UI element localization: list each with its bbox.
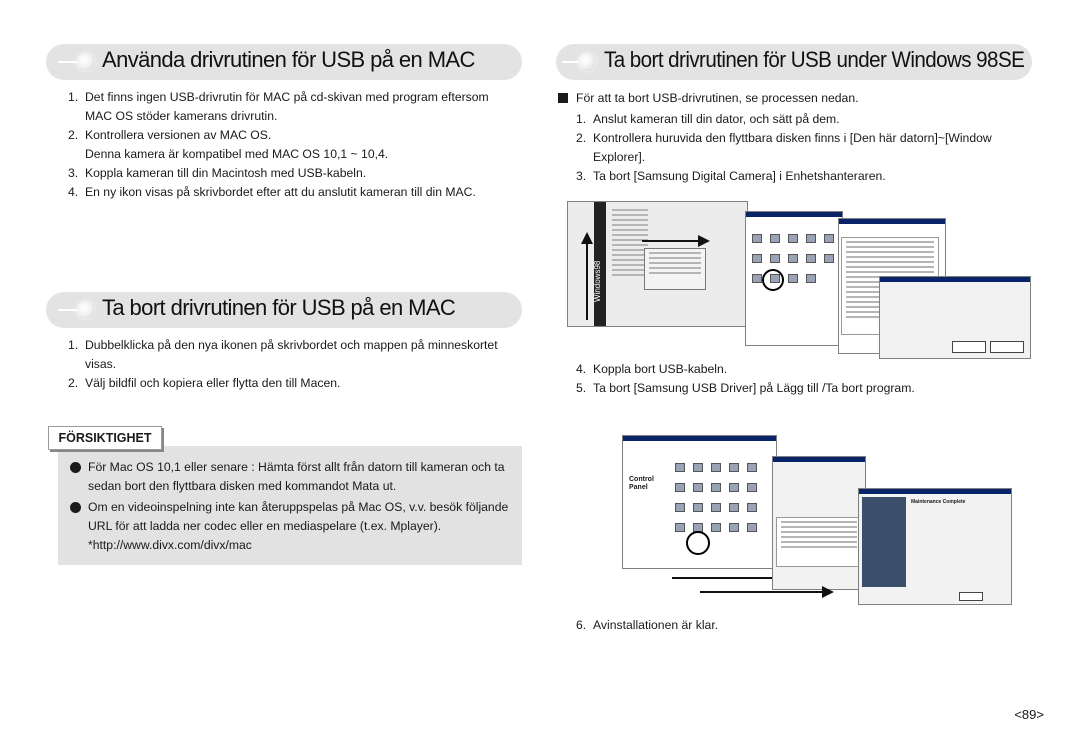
list-item: 1. Anslut kameran till din dator, och sätt på dem. (576, 112, 840, 126)
mac-usb-list (68, 88, 498, 202)
arrow-line (642, 240, 700, 242)
icon-grid (671, 460, 773, 540)
list-item: 3. Koppla kameran till din Macintosh med USB-kabeln. (68, 166, 367, 180)
caution-bullet: Om en videoinspelning inte kan återuppspelas på Mac OS, v.v. besök följande URL för att ladda ner codec eller en mediaspelare (t.ex. Mplayer). *http://www.divx.com/divx/mac (70, 498, 514, 555)
caution-box (58, 446, 522, 565)
win98-steps-a (576, 110, 1026, 186)
finish-button (959, 592, 983, 601)
my-computer-screenshot (745, 211, 843, 346)
list-item: Denna kamera är kompatibel med MAC OS 10,1 ~ 10,4. (85, 147, 389, 161)
list-item: 1. Dubbelklicka på den nya ikonen på skrivbordet och mappen på minneskortet visas. (68, 338, 498, 371)
bulb-icon (77, 53, 95, 71)
win98-steps-b (576, 360, 1026, 398)
win98-vertical-label: Windows98 (593, 260, 602, 302)
arrow-line (672, 577, 774, 579)
control-panel-screenshot (622, 435, 777, 569)
caution-label: FÖRSIKTIGHET (48, 426, 162, 450)
highlight-circle (762, 269, 784, 291)
header-line (58, 309, 78, 311)
list-item: 3. Ta bort [Samsung Digital Camera] i Enhetshanteraren. (576, 169, 886, 183)
caution-bullet: För Mac OS 10,1 eller senare : Hämta först allt från datorn till kameran och ta sedan bort den flyttbara disken med kommandot Mata ut. (70, 458, 514, 496)
section-header-mac-usb (46, 44, 522, 80)
arrow-line (700, 591, 824, 593)
right-arrow-icon (822, 586, 834, 598)
control-panel-title: Control Panel (629, 476, 654, 491)
list-item: 2. Kontrollera versionen av MAC OS. (68, 128, 272, 142)
list-item: 1. Det finns ingen USB-drivrutin för MAC på cd-skivan med program eftersom MAC OS stöder kamerans drivrutin. (68, 90, 489, 123)
settings-submenu (644, 248, 706, 290)
wizard-image (862, 497, 906, 587)
section-title: Ta bort drivrutinen för USB under Windows 98SE (604, 47, 1025, 72)
cancel-button (990, 341, 1024, 353)
caution-bullets (70, 458, 514, 555)
square-bullet-icon (558, 93, 568, 103)
win98-intro: För att ta bort USB-drivrutinen, se processen nedan. (558, 89, 1028, 108)
bulb-icon (578, 53, 596, 71)
maintenance-complete-screenshot (858, 488, 1012, 605)
list-item: 4. En ny ikon visas på skrivbordet efter att du anslutit kameran till din MAC. (68, 185, 476, 199)
list-item: 5. Ta bort [Samsung USB Driver] på Lägg till /Ta bort program. (576, 381, 915, 395)
start-menu-screenshot (567, 201, 748, 327)
list-item: 4. Koppla bort USB-kabeln. (576, 362, 728, 376)
add-remove-screenshot (772, 456, 866, 590)
list-item: 2. Kontrollera huruvida den flyttbara disken finns i [Den här datorn]~[Window Explorer]. (576, 131, 992, 164)
ok-button (952, 341, 986, 353)
up-arrow-icon (581, 232, 593, 244)
header-line (58, 61, 78, 63)
section-header-win98 (556, 44, 1032, 80)
maintenance-complete-title: Maintenance Complete (911, 499, 966, 505)
confirm-dialog-screenshot (879, 276, 1031, 359)
bulb-icon (77, 301, 95, 319)
right-arrow-icon (698, 235, 710, 247)
section-header-remove-mac (46, 292, 522, 328)
page-number: <89> (1014, 707, 1044, 722)
win98-steps-c (576, 616, 1026, 635)
program-list (776, 517, 862, 567)
remove-mac-list (68, 336, 508, 393)
bullet-dot-icon (70, 502, 81, 513)
bullet-dot-icon (70, 462, 81, 473)
section-title: Använda drivrutinen för USB på en MAC (102, 47, 475, 72)
highlight-circle (686, 531, 710, 555)
icon-grid (746, 217, 842, 305)
up-arrow-line (586, 240, 588, 320)
list-item: 6. Avinstallationen är klar. (576, 618, 719, 632)
section-title: Ta bort drivrutinen för USB på en MAC (102, 295, 456, 320)
list-item: 2. Välj bildfil och kopiera eller flytta den till Macen. (68, 376, 341, 390)
